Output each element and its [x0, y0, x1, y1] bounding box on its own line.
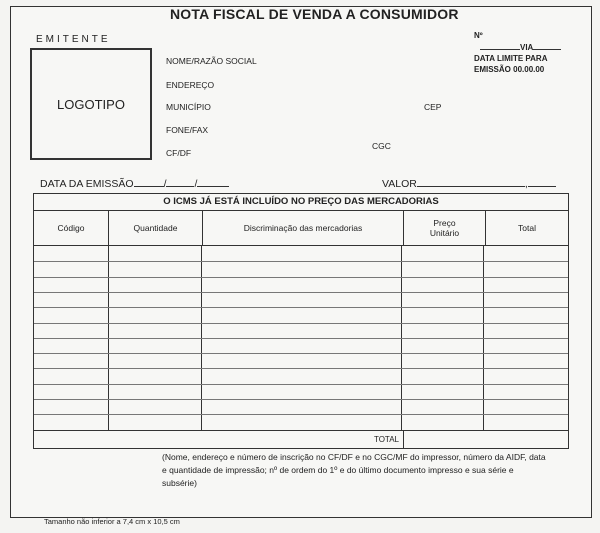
col-quantidade: Quantidade	[109, 211, 203, 245]
field-cfdf: CF/DF	[166, 148, 192, 158]
table-header: O ICMS JÁ ESTÁ INCLUÍDO NO PREÇO DAS MERCADORIAS	[34, 194, 568, 211]
data-emissao-label: DATA DA EMISSÃO	[40, 178, 134, 190]
field-nome: NOME/RAZÃO SOCIAL	[166, 56, 257, 66]
via-label: VIA	[520, 43, 534, 52]
total-row	[34, 430, 568, 448]
table-row-line	[34, 323, 568, 324]
data-limite-1: DATA LIMITE PARA	[474, 54, 548, 63]
table-row-line	[34, 277, 568, 278]
field-municipio: MUNICÍPIO	[166, 102, 211, 112]
col-preco: Preço Unitário	[404, 211, 486, 245]
valor-field[interactable]: VALOR ,	[382, 176, 556, 190]
logo-label: LOGOTIPO	[57, 96, 125, 112]
table-row-line	[34, 292, 568, 293]
numbering-block	[474, 30, 561, 75]
total-value[interactable]	[404, 431, 568, 448]
total-label: TOTAL	[34, 431, 404, 448]
field-fone: FONE/FAX	[166, 125, 209, 135]
col-codigo: Código	[34, 211, 109, 245]
logo-placeholder	[30, 48, 152, 160]
table-row-line	[34, 399, 568, 400]
valor-label: VALOR	[382, 178, 417, 190]
table-columns	[34, 211, 568, 246]
table-row-line	[34, 307, 568, 308]
table-row-line	[34, 368, 568, 369]
printer-note: (Nome, endereço e número de inscrição no CF/DF e no CGC/MF do impressor, número da AIDF, data e quantidade de impressão; nº de ordem do 1º e do último documento impresso e sua série e subsérie)	[162, 452, 546, 488]
data-emissao-field[interactable]: DATA DA EMISSÃO / /	[40, 176, 229, 190]
table-row-line	[34, 414, 568, 415]
table-row-line	[34, 338, 568, 339]
field-cep: CEP	[424, 102, 442, 112]
numero-label: Nº	[474, 31, 483, 40]
col-total: Total	[518, 223, 536, 233]
col-discriminacao: Discriminação das mercadorias	[203, 211, 404, 245]
table-row-line	[34, 261, 568, 262]
table-body	[34, 246, 568, 430]
field-endereco: ENDEREÇO	[166, 80, 215, 90]
size-note: Tamanho não inferior a 7,4 cm x 10,5 cm	[44, 517, 180, 526]
table-row-line	[34, 384, 568, 385]
goods-table	[33, 193, 569, 449]
field-cgc: CGC	[372, 141, 391, 151]
table-row-line	[34, 353, 568, 354]
page-title: NOTA FISCAL DE VENDA A CONSUMIDOR	[170, 6, 459, 22]
emitente-label: EMITENTE	[36, 34, 111, 45]
data-limite-2: EMISSÃO 00.00.00	[474, 65, 545, 74]
